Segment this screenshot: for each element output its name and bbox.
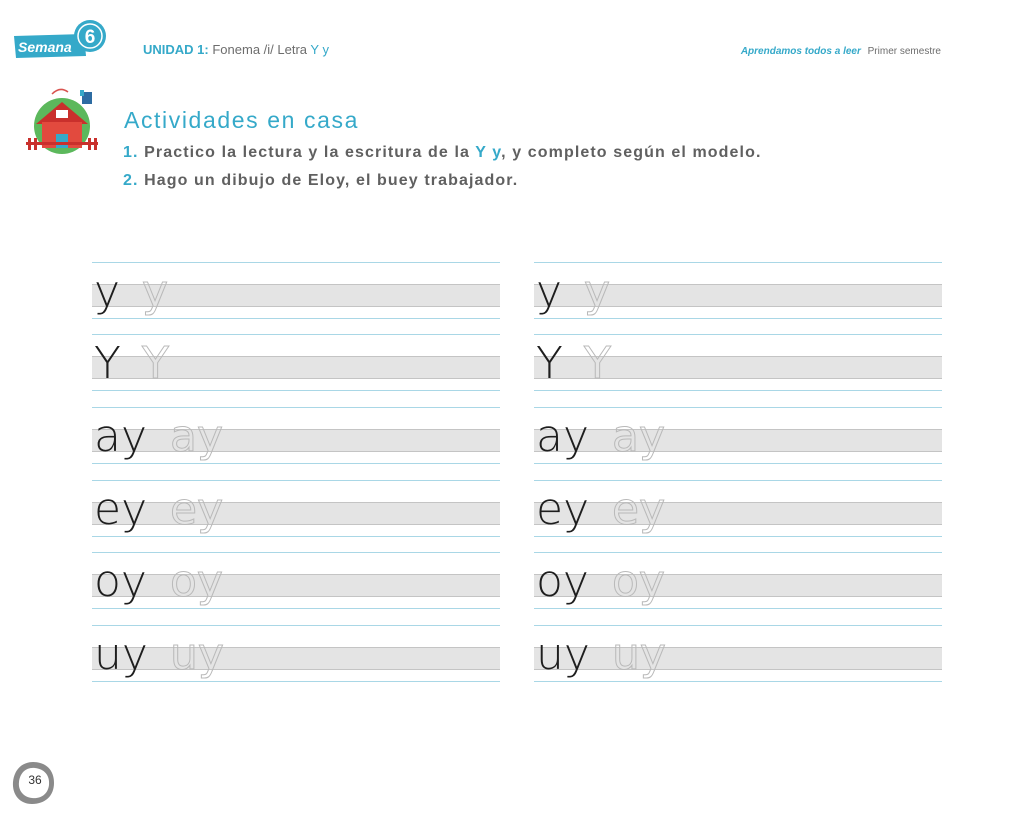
guide-line-bottom xyxy=(534,390,942,391)
unit-text: Fonema /i/ Letra xyxy=(212,42,308,57)
model-letters: y xyxy=(536,266,563,317)
guide-line-bottom xyxy=(534,318,942,319)
practice-row xyxy=(534,262,942,320)
writing-band xyxy=(92,574,500,597)
practice-row xyxy=(92,407,500,465)
guide-line-top xyxy=(92,407,500,408)
trace-letters[interactable]: uy xyxy=(612,629,666,680)
practice-row xyxy=(92,334,500,392)
week-number: 6 xyxy=(84,27,96,48)
page-number: 36 xyxy=(28,773,42,787)
unit-heading xyxy=(143,42,329,57)
guide-line-top xyxy=(534,625,942,626)
series-heading xyxy=(741,46,941,57)
practice-column-left xyxy=(92,262,500,702)
guide-line-top xyxy=(534,407,942,408)
writing-band xyxy=(92,429,500,452)
guide-line-bottom xyxy=(534,463,942,464)
section-title: Actividades en casa xyxy=(124,107,359,133)
guide-line-top xyxy=(92,262,500,263)
instruction-1-number: 1. xyxy=(123,144,139,161)
unit-letter: Y y xyxy=(310,42,329,57)
guide-line-bottom xyxy=(92,463,500,464)
trace-letters[interactable]: oy xyxy=(612,556,665,607)
week-badge xyxy=(10,18,114,64)
trace-letters[interactable]: ey xyxy=(612,484,666,535)
model-letters: ay xyxy=(94,411,148,462)
writing-band xyxy=(92,502,500,525)
model-letters: ey xyxy=(94,484,148,535)
model-letters: oy xyxy=(94,556,147,607)
instruction-1-text: Practico la lectura y la escritura de la xyxy=(144,144,471,161)
guide-line-top xyxy=(92,480,500,481)
guide-line-bottom xyxy=(92,390,500,391)
guide-line-top xyxy=(92,552,500,553)
model-letters: oy xyxy=(536,556,589,607)
writing-band xyxy=(534,647,942,670)
series-title: Aprendamos todos a leer xyxy=(740,46,861,57)
trace-letters[interactable]: ay xyxy=(612,411,666,462)
week-label: Semana xyxy=(18,39,72,55)
practice-row xyxy=(92,625,500,683)
guide-line-bottom xyxy=(92,318,500,319)
model-letters: uy xyxy=(536,629,590,680)
practice-column-right xyxy=(534,262,942,702)
guide-line-top xyxy=(534,552,942,553)
guide-line-bottom xyxy=(92,681,500,682)
writing-band xyxy=(534,574,942,597)
model-letters: ay xyxy=(536,411,590,462)
guide-line-top xyxy=(92,334,500,335)
instruction-1 xyxy=(123,144,762,162)
unit-label: UNIDAD 1: xyxy=(143,42,209,57)
model-letters: Y xyxy=(536,338,563,389)
model-letters: Y xyxy=(94,338,121,389)
instruction-2-number: 2. xyxy=(123,172,139,189)
instruction-2 xyxy=(123,172,518,190)
model-letters: uy xyxy=(94,629,148,680)
trace-letters[interactable]: Y xyxy=(142,338,169,389)
trace-letters[interactable]: ey xyxy=(170,484,224,535)
practice-row xyxy=(92,262,500,320)
practice-row xyxy=(92,480,500,538)
instruction-2-text: Hago un dibujo de Eloy, el buey trabajador. xyxy=(144,172,519,189)
writing-band xyxy=(92,647,500,670)
practice-row xyxy=(534,407,942,465)
practice-row xyxy=(534,625,942,683)
guide-line-top xyxy=(534,480,942,481)
trace-letters[interactable]: y xyxy=(142,266,169,317)
trace-letters[interactable]: y xyxy=(584,266,611,317)
trace-letters[interactable]: oy xyxy=(170,556,223,607)
week-badge-icon xyxy=(10,18,114,64)
practice-row xyxy=(534,334,942,392)
model-letters: y xyxy=(94,266,121,317)
guide-line-top xyxy=(534,262,942,263)
series-subtitle: Primer semestre xyxy=(867,46,941,57)
instruction-1-letter: Y y xyxy=(475,144,502,161)
trace-letters[interactable]: uy xyxy=(170,629,224,680)
trace-letters[interactable]: Y xyxy=(584,338,611,389)
practice-row xyxy=(534,552,942,610)
guide-line-bottom xyxy=(534,681,942,682)
guide-line-bottom xyxy=(534,608,942,609)
guide-line-bottom xyxy=(534,536,942,537)
guide-line-bottom xyxy=(92,536,500,537)
instruction-1-tail: , y completo según el modelo. xyxy=(501,144,762,161)
model-letters: ey xyxy=(536,484,590,535)
practice-row xyxy=(92,552,500,610)
house-icon xyxy=(22,82,102,158)
guide-line-bottom xyxy=(92,608,500,609)
guide-line-top xyxy=(534,334,942,335)
practice-row xyxy=(534,480,942,538)
writing-band xyxy=(534,502,942,525)
writing-band xyxy=(534,429,942,452)
guide-line-top xyxy=(92,625,500,626)
trace-letters[interactable]: ay xyxy=(170,411,224,462)
